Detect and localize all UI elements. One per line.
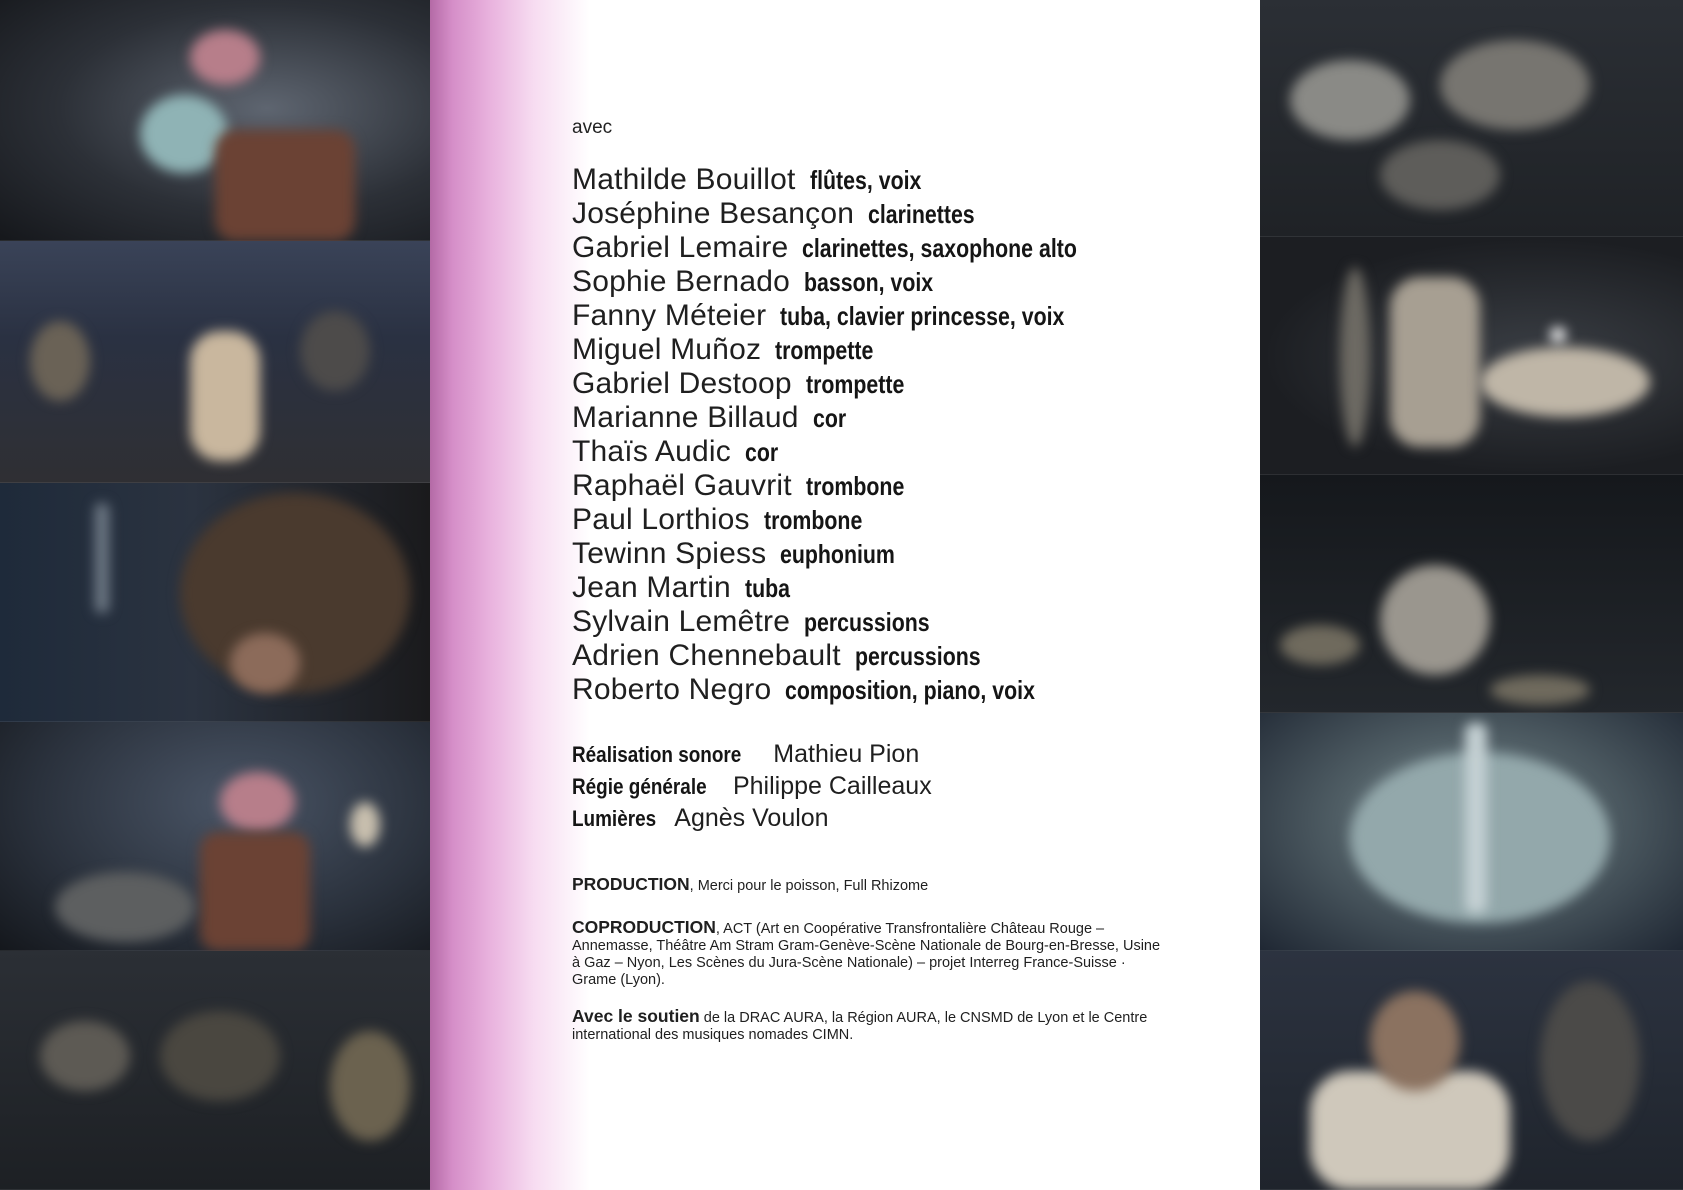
performer-role: trombone: [805, 471, 905, 501]
intro-text: avec: [572, 117, 613, 138]
performer-role: cor: [812, 403, 846, 433]
photo-ensemble-rehearsal: [0, 951, 430, 1190]
performer-name: Roberto Negro: [572, 673, 772, 706]
performer-role: trompette: [775, 335, 874, 365]
coproduction-paragraph: [572, 919, 1172, 989]
photo-musician-balloon: [0, 0, 430, 241]
right-photo-strip: [1260, 0, 1683, 1190]
performer-name: Thaïs Audic: [572, 435, 731, 468]
crew-name: Philippe Cailleaux: [732, 772, 932, 800]
performer-role: basson, voix: [803, 267, 934, 297]
performer-name: Jean Martin: [572, 571, 731, 604]
performer-role: percussions: [854, 641, 981, 671]
support-label: Avec le soutien: [572, 1006, 700, 1026]
photo-musician-paper-plane: [0, 722, 430, 951]
crew-name: Mathieu Pion: [773, 740, 920, 768]
crew-name: Agnès Voulon: [674, 804, 829, 832]
performer-role: flûtes, voix: [809, 165, 921, 195]
performer-name: Sylvain Lemêtre: [572, 605, 791, 638]
performer-role: trompette: [805, 369, 905, 399]
crew-role: Régie générale: [572, 774, 707, 799]
crew-line: [572, 772, 932, 801]
crew-role: Réalisation sonore: [572, 742, 742, 767]
crew-line: [572, 740, 919, 769]
left-photo-strip: [0, 0, 430, 1190]
performer-name: Raphaël Gauvrit: [572, 469, 792, 502]
performer-role: tuba, clavier princesse, voix: [780, 301, 1065, 331]
performer-role: trombone: [763, 505, 863, 535]
performer-line: [572, 673, 1090, 712]
performer-name: Joséphine Besançon: [572, 197, 855, 230]
coproduction-text: , ACT (Art en Coopérative Transfrontalière Château Rouge – Annemasse, Théâtre Am Stram Gram-Genève-Scène Nationale de Bourg-en-Bresse, Usine à Gaz – Nyon, Les Scènes du Jura-Scène Nationale) – projet Interreg France-Suisse · Grame (Lyon).: [572, 921, 1161, 988]
crew-line: [572, 804, 829, 833]
performer-name: Tewinn Spiess: [572, 537, 767, 570]
performer-name: Marianne Billaud: [572, 401, 799, 434]
production-label: PRODUCTION: [572, 874, 690, 894]
performer-role: tuba: [744, 573, 790, 603]
performer-name: Mathilde Bouillot: [572, 163, 796, 196]
pink-gradient-band: [430, 0, 590, 1190]
photo-singer-microphone: [1260, 951, 1683, 1190]
performer-name: Miguel Muñoz: [572, 333, 762, 366]
photo-drummer: [1260, 475, 1683, 713]
performer-name: Sophie Bernado: [572, 265, 790, 298]
production-paragraph: [572, 876, 1172, 895]
crew-role: Lumières: [572, 806, 657, 831]
photo-percussionist-gong: [1260, 237, 1683, 475]
performer-role: euphonium: [780, 539, 896, 569]
coproduction-label: COPRODUCTION: [572, 917, 716, 937]
performer-name: Paul Lorthios: [572, 503, 750, 536]
photo-ensemble-overhead: [1260, 0, 1683, 237]
performer-name: Gabriel Lemaire: [572, 231, 789, 264]
performer-name: Gabriel Destoop: [572, 367, 792, 400]
photo-musician-closeup: [0, 483, 430, 722]
performer-name: Adrien Chennebault: [572, 639, 841, 672]
performer-role: clarinettes: [868, 199, 975, 229]
photo-clarinet-bowl: [1260, 713, 1683, 951]
performer-role: clarinettes, saxophone alto: [802, 233, 1078, 263]
performer-name: Fanny Méteier: [572, 299, 767, 332]
photo-ensemble-stage: [0, 241, 430, 483]
performer-role: composition, piano, voix: [785, 675, 1036, 705]
support-paragraph: [572, 1008, 1172, 1044]
support-text: de la DRAC AURA, la Région AURA, le CNSMD de Lyon et le Centre international des musiques nomades CIMN.: [572, 1010, 1148, 1043]
production-text: , Merci pour le poisson, Full Rhizome: [689, 878, 929, 894]
performer-role: cor: [744, 437, 779, 467]
performer-role: percussions: [804, 607, 930, 637]
